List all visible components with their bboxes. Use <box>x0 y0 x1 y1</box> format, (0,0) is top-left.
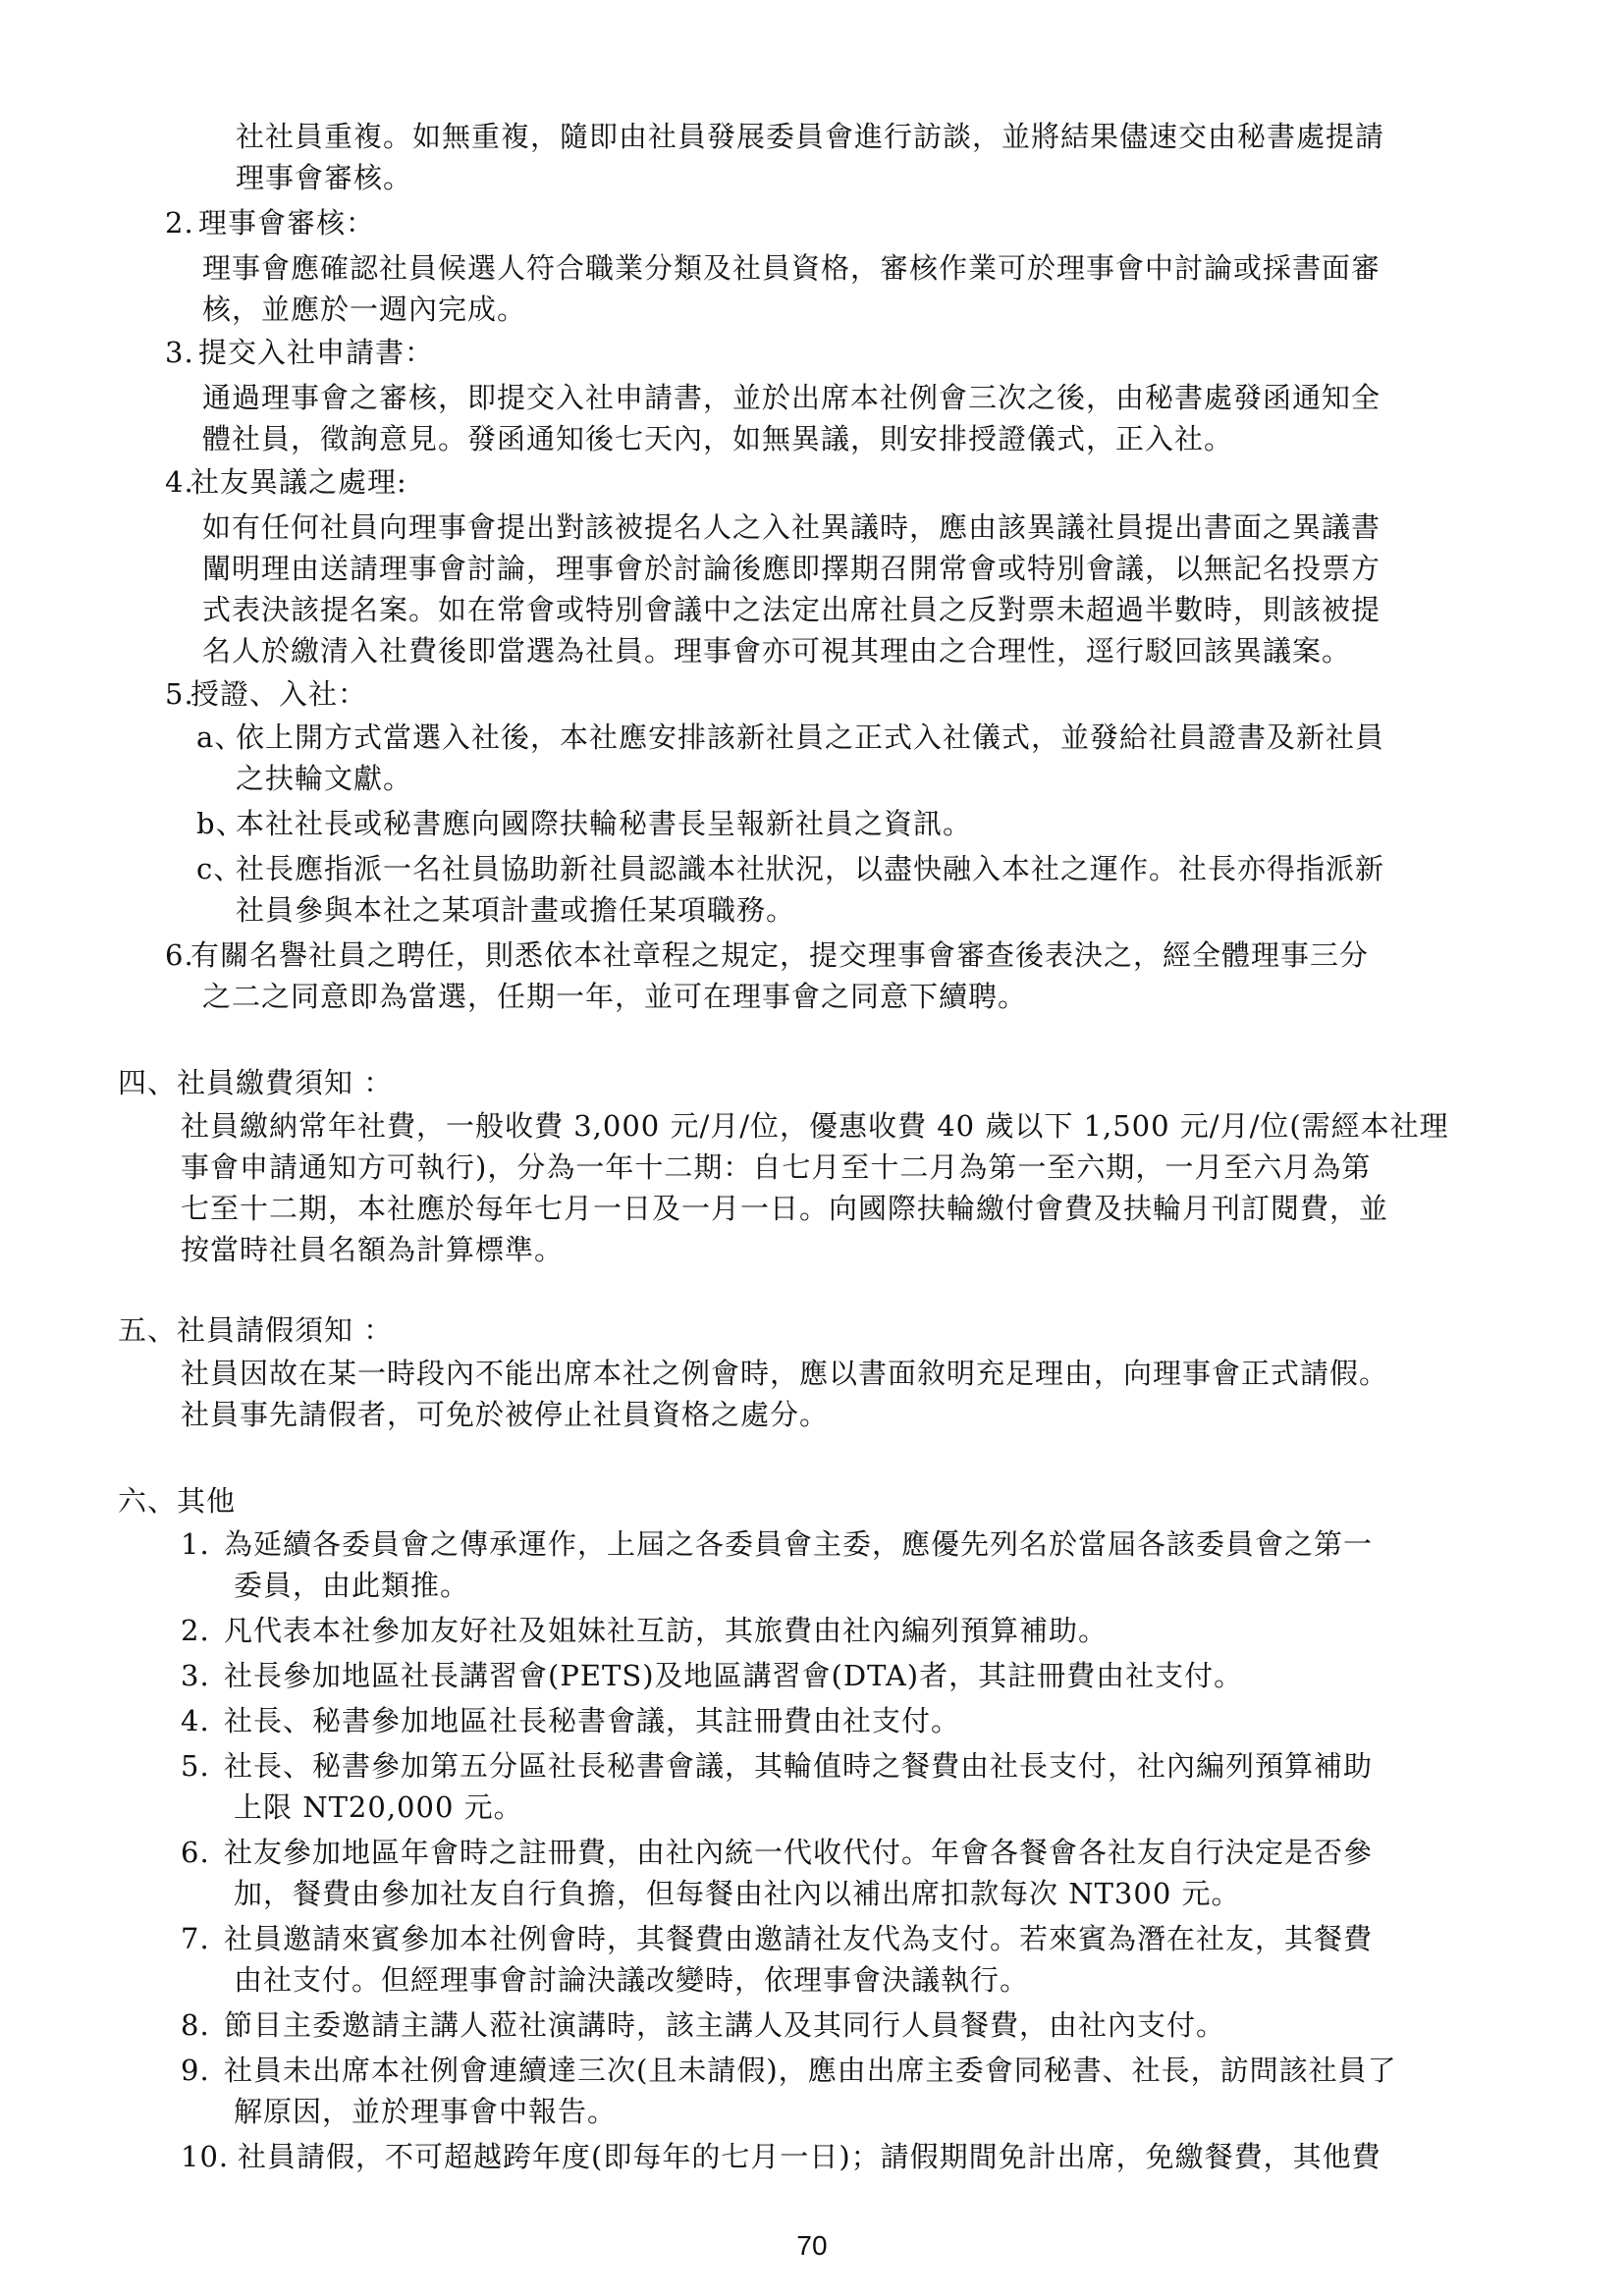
text-line: 理事會應確認社員候選人符合職業分類及社員資格，審核作業可於理事會中討論或採書面審 <box>202 251 1381 285</box>
item-number: 9. <box>181 2054 210 2087</box>
text-line: 社員繳納常年社費，一般收費 3,000 元/月/位，優惠收費 40 歲以下 1,500 元/月/位(需經本社理 <box>181 1109 1449 1143</box>
text-line: 社長、秘書參加地區社長秘書會議，其註冊費由社支付。 <box>224 1704 961 1737</box>
text-line: 體社員，徵詢意見。發函通知後七天內，如無異議，則安排授證儀式，正入社。 <box>202 422 1234 455</box>
sub-item-label: b、 <box>196 807 245 840</box>
item-number: 5. <box>165 677 194 711</box>
text-line: 社員邀請來賓參加本社例會時，其餐費由邀請社友代為支付。若來賓為潛在社友，其餐費 <box>224 1922 1374 1955</box>
item-title: 社友異議之處理: <box>190 465 407 499</box>
text-line: 通過理事會之審核，即提交入社申請書，並於出席本社例會三次之後，由秘書處發函通知全 <box>202 381 1381 414</box>
section-heading: 四、社員繳費須知 ： <box>118 1066 394 1099</box>
text-line: 闡明理由送請理事會討論，理事會於討論後應即擇期召開常會或特別會議，以無記名投票方 <box>202 552 1381 585</box>
text-line: 有關名譽社員之聘任，則悉依本社章程之規定，提交理事會審查後表決之，經全體理事三分 <box>190 938 1370 972</box>
sub-item-label: c、 <box>196 852 244 885</box>
text-line: 社員參與本社之某項計畫或擔任某項職務。 <box>236 893 796 927</box>
text-line: 之扶輪文獻。 <box>236 762 413 795</box>
item-number: 4. <box>181 1704 210 1737</box>
text-line: 社社員重複。如無重複，隨即由社員發展委員會進行訪談，並將結果儘速交由秘書處提請 <box>236 120 1385 153</box>
item-title: 理事會審核： <box>198 206 376 240</box>
text-line: 式表決該提名案。如在常會或特別會議中之法定出席社員之反對票未超過半數時，則該被提 <box>202 593 1381 626</box>
item-title: 提交入社申請書： <box>198 336 435 369</box>
text-line: 七至十二期，本社應於每年七月一日及一月一日。向國際扶輪繳付會費及扶輪月刊訂閱費，並 <box>181 1192 1389 1225</box>
text-line: 社員因故在某一時段內不能出席本社之例會時，應以書面敘明充足理由，向理事會正式請假。 <box>181 1357 1389 1390</box>
text-line: 委員，由此類推。 <box>234 1569 470 1602</box>
item-number: 2. <box>181 1614 210 1647</box>
text-line: 事會申請通知方可執行)，分為一年十二期：自七月至十二月為第一至六期，一月至六月為第 <box>181 1150 1372 1184</box>
item-number: 6. <box>181 1836 210 1869</box>
item-number: 1. <box>181 1527 210 1561</box>
item-number: 4. <box>165 465 194 499</box>
text-line: 之二之同意即為當選，任期一年，並可在理事會之同意下續聘。 <box>202 980 1028 1013</box>
page-number: 70 <box>796 2230 828 2261</box>
item-number: 3. <box>181 1659 210 1692</box>
text-line: 社長應指派一名社員協助新社員認識本社狀況，以盡快融入本社之運作。社長亦得指派新 <box>236 852 1385 885</box>
item-title: 授證、入社： <box>190 677 368 711</box>
text-line: 按當時社員名額為計算標準。 <box>181 1233 565 1266</box>
text-line: 節目主委邀請主講人蒞社演講時，該主講人及其同行人員餐費，由社內支付。 <box>224 2008 1226 2042</box>
text-line: 社長、秘書參加第五分區社長秘書會議，其輪值時之餐費由社長支付，社內編列預算補助 <box>224 1749 1374 1783</box>
text-line: 核，並應於一週內完成。 <box>202 293 527 326</box>
text-line: 名人於繳清入社費後即當選為社員。理事會亦可視其理由之合理性，逕行駁回該異議案。 <box>202 634 1352 667</box>
text-line: 為延續各委員會之傳承運作，上屆之各委員會主委，應優先列名於當屆各該委員會之第一 <box>224 1527 1374 1561</box>
text-line: 理事會審核。 <box>236 161 413 194</box>
item-number: 5. <box>181 1749 210 1783</box>
item-number: 10. <box>181 2140 230 2173</box>
text-line: 社長參加地區社長講習會(PETS)及地區講習會(DTA)者，其註冊費由社支付。 <box>224 1659 1244 1692</box>
section-heading: 五、社員請假須知 ： <box>118 1313 394 1347</box>
text-line: 社員未出席本社例會連續達三次(且未請假)，應由出席主委會同秘書、社長，訪問該社員了 <box>224 2054 1397 2087</box>
item-number: 6. <box>165 938 194 972</box>
text-line: 解原因，並於理事會中報告。 <box>234 2095 618 2128</box>
item-number: 2. <box>165 206 194 240</box>
section-heading: 六、其他 <box>118 1484 237 1518</box>
text-line: 凡代表本社參加友好社及姐妹社互訪，其旅費由社內編列預算補助。 <box>224 1614 1109 1647</box>
text-line: 上限 NT20,000 元。 <box>234 1790 523 1824</box>
text-line: 如有任何社員向理事會提出對該被提名人之入社異議時，應由該異議社員提出書面之異議書 <box>202 510 1381 544</box>
text-line: 依上開方式當選入社後，本社應安排該新社員之正式入社儀式，並發給社員證書及新社員 <box>236 721 1385 754</box>
text-line: 由社支付。但經理事會討論決議改變時，依理事會決議執行。 <box>234 1963 1030 1997</box>
text-line: 社員事先請假者，可免於被停止社員資格之處分。 <box>181 1398 830 1431</box>
item-number: 8. <box>181 2008 210 2042</box>
item-number: 7. <box>181 1922 210 1955</box>
text-line: 本社社長或秘書應向國際扶輪秘書長呈報新社員之資訊。 <box>236 807 973 840</box>
text-line: 社友參加地區年會時之註冊費，由社內統一代收代付。年會各餐會各社友自行決定是否參 <box>224 1836 1374 1869</box>
text-line: 社員請假，不可超越跨年度(即每年的七月一日)；請假期間免計出席，免繳餐費，其他費 <box>238 2140 1381 2173</box>
text-line: 加，餐費由參加社友自行負擔，但每餐由社內以補出席扣款每次 NT300 元。 <box>234 1877 1241 1910</box>
item-number: 3. <box>165 336 194 369</box>
sub-item-label: a、 <box>196 721 244 754</box>
